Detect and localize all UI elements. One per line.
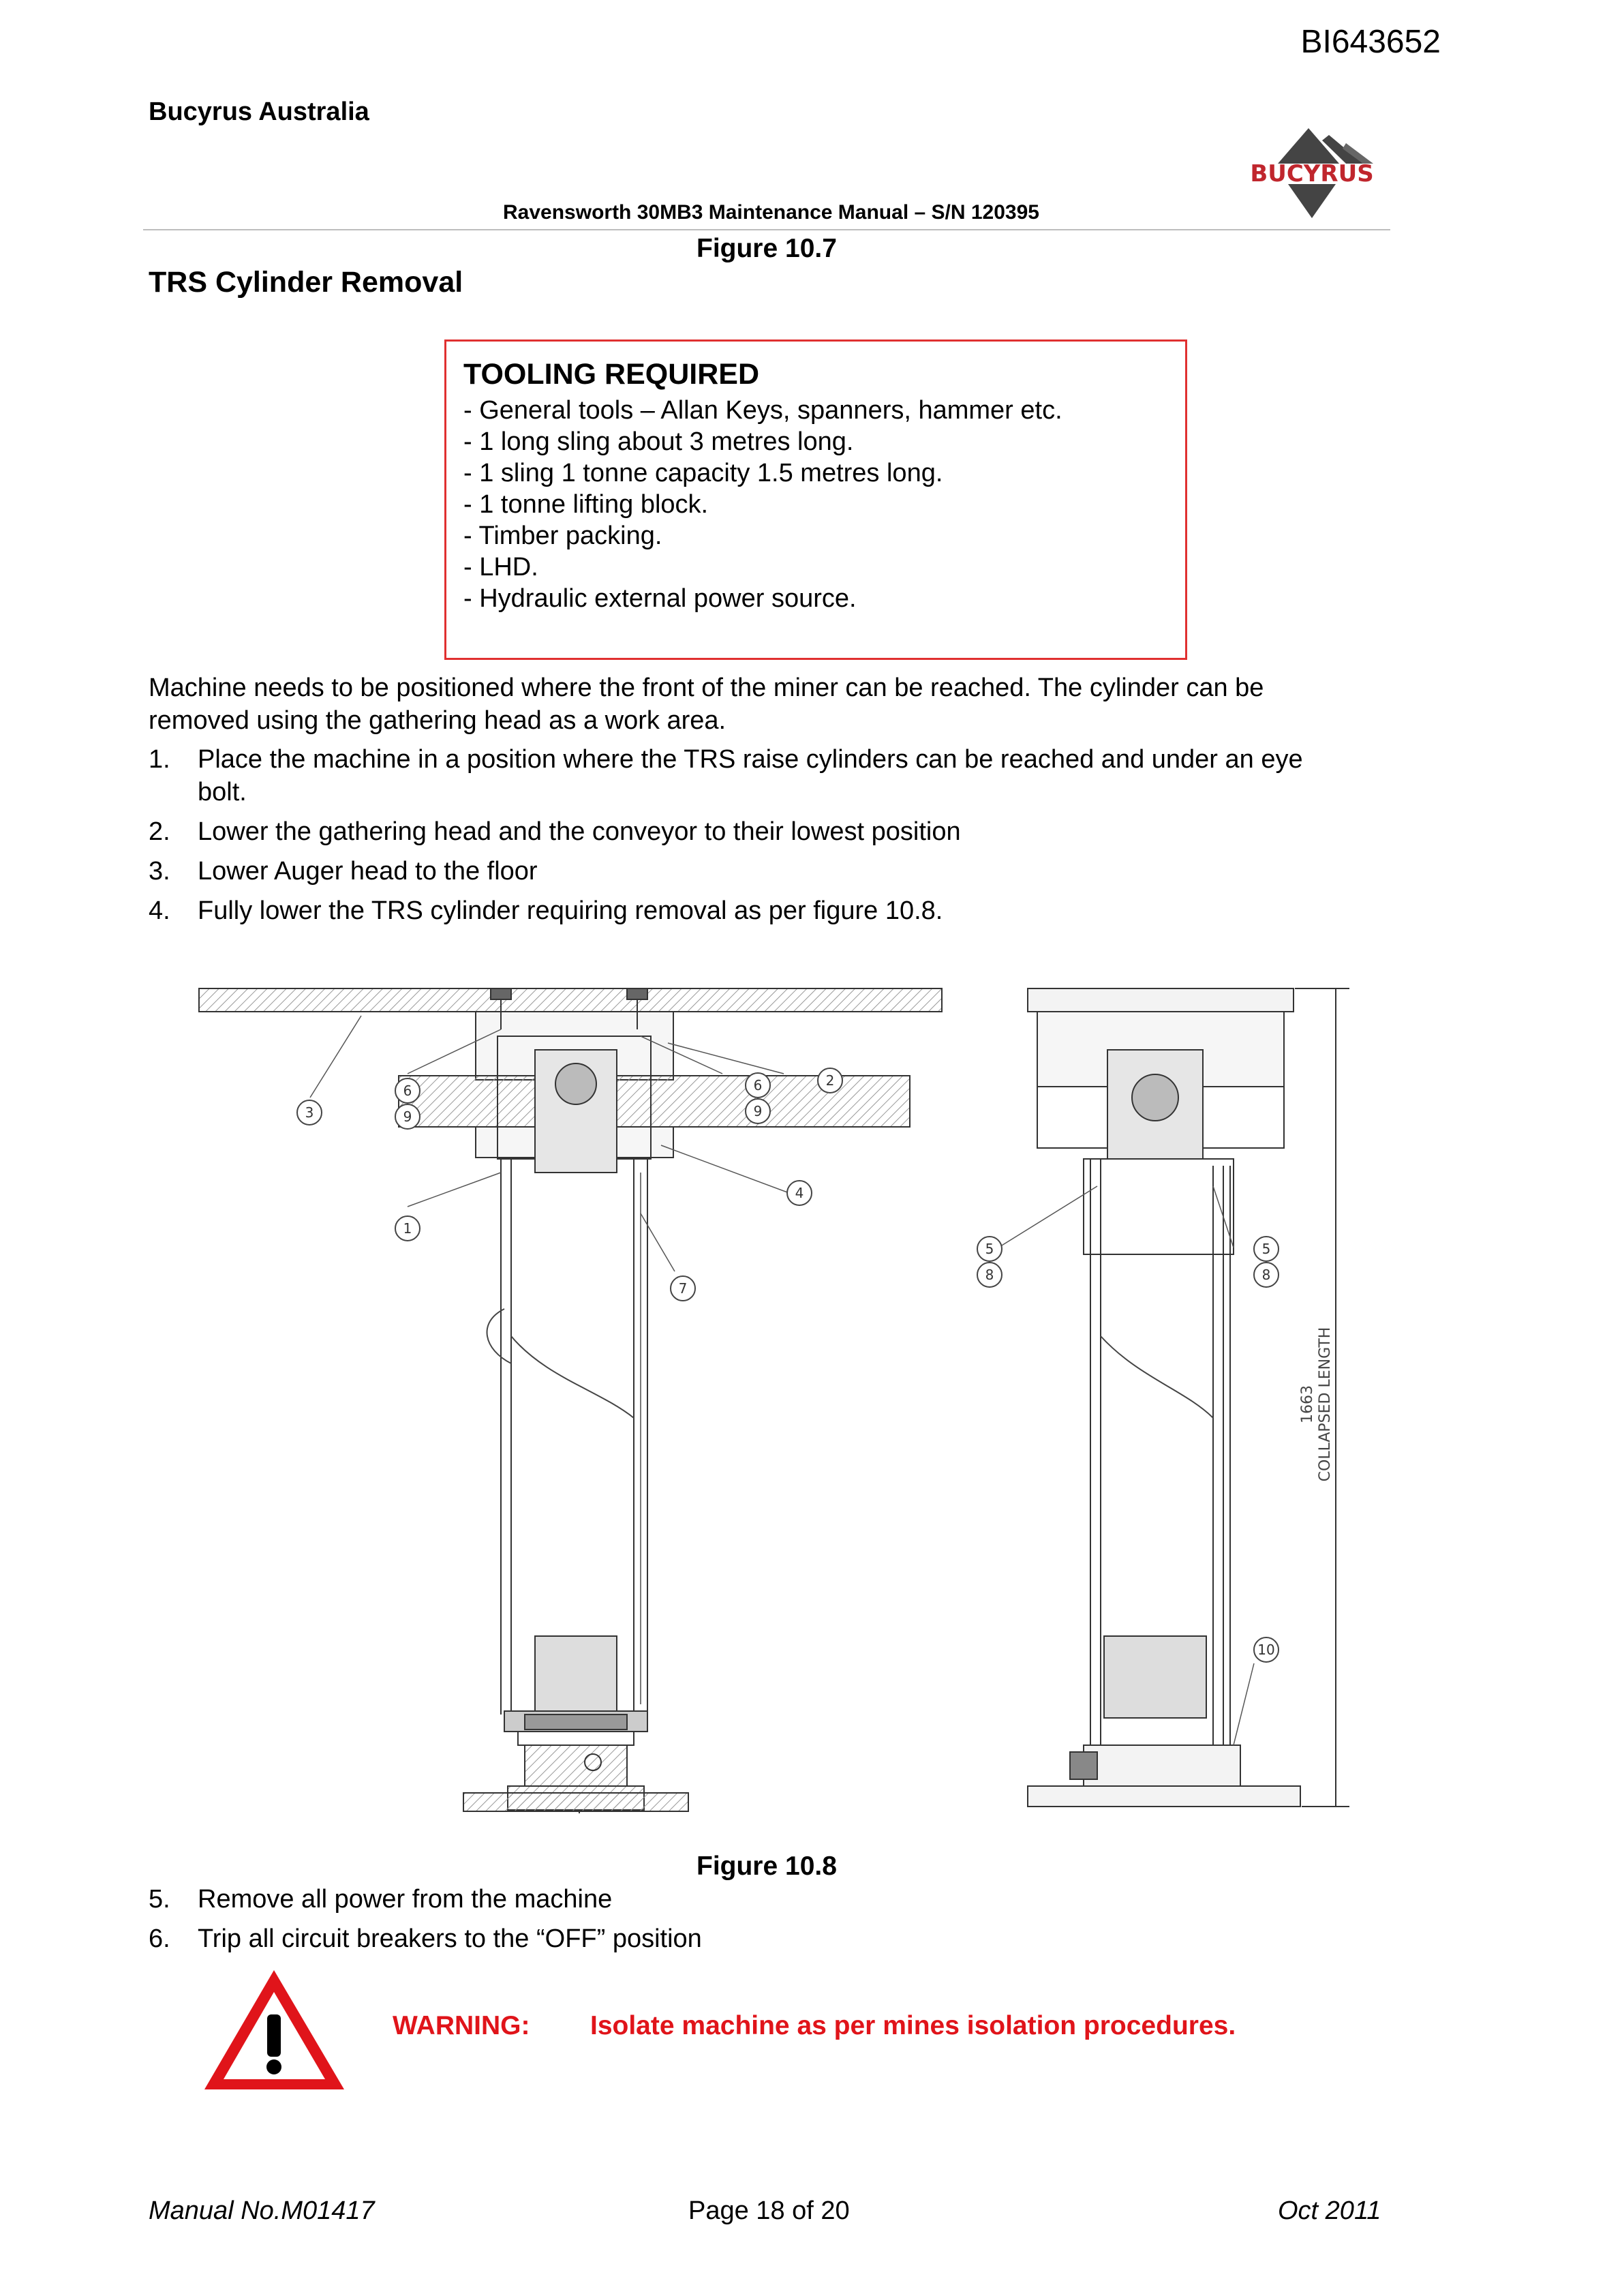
callout-label: 10	[1257, 1642, 1275, 1658]
warning-label: WARNING:	[393, 2011, 530, 2040]
footer-page-number: Page 18 of 20	[688, 2196, 850, 2225]
step-text: Trip all circuit breakers to the “OFF” position	[198, 1924, 702, 1953]
tooling-item: - Timber packing.	[463, 522, 662, 550]
tooling-item: - LHD.	[463, 553, 538, 581]
step-number: 1.	[149, 745, 170, 774]
intro-line: removed using the gathering head as a work area.	[149, 706, 726, 735]
footer-date: Oct 2011	[1278, 2196, 1381, 2225]
callout-label: 2	[825, 1072, 835, 1089]
callout-label: 8	[985, 1267, 994, 1283]
top-plate	[199, 988, 942, 1012]
step-text-continued: bolt.	[198, 778, 247, 806]
tooling-item: - General tools – Allan Keys, spanners, hammer etc.	[463, 396, 1062, 425]
manual-subtitle: Ravensworth 30MB3 Maintenance Manual – S/N 120395	[503, 201, 1039, 224]
intro-line: Machine needs to be positioned where the front of the miner can be reached. The cylinder can be	[149, 674, 1264, 702]
callout-label: 8	[1261, 1267, 1271, 1283]
document-id: BI643652	[1300, 24, 1441, 60]
step-number: 5.	[149, 1885, 170, 1914]
callout-label: 4	[795, 1185, 804, 1201]
step-text: Place the machine in a position where the TRS raise cylinders can be reached and under an eye	[198, 745, 1303, 774]
tooling-item: - 1 sling 1 tonne capacity 1.5 metres long.	[463, 459, 943, 487]
tooling-item: - 1 long sling about 3 metres long.	[463, 427, 854, 456]
step-number: 2.	[149, 817, 170, 846]
callout-label: 9	[753, 1103, 763, 1119]
tooling-required-box	[444, 339, 1187, 660]
trs-cylinder-drawing	[191, 968, 1390, 1813]
step-text: Fully lower the TRS cylinder requiring removal as per figure 10.8.	[198, 896, 943, 925]
tooling-title: TOOLING REQUIRED	[463, 358, 760, 391]
header-divider	[143, 229, 1390, 230]
step-text: Lower Auger head to the floor	[198, 857, 538, 886]
footer-manual-number: Manual No.M01417	[149, 2196, 375, 2225]
tooling-item: - Hydraulic external power source.	[463, 584, 857, 613]
step-number: 6.	[149, 1924, 170, 1953]
figure-caption: Figure 10.8	[697, 1852, 837, 1881]
callout-label: 6	[403, 1083, 412, 1099]
step-number: 3.	[149, 857, 170, 886]
step-text: Lower the gathering head and the conveyor to their lowest position	[198, 817, 961, 846]
callout-label: 7	[678, 1280, 688, 1297]
figure-caption-top: Figure 10.7	[697, 234, 837, 263]
warning-icon	[198, 1963, 351, 2096]
callout-label: 1	[403, 1220, 412, 1237]
callout-label: 3	[305, 1104, 314, 1121]
dimension-value: 1663	[1299, 1385, 1316, 1423]
step-text: Remove all power from the machine	[198, 1885, 613, 1914]
logo-text: BUCYRUS	[1250, 160, 1374, 187]
step-number: 4.	[149, 896, 170, 925]
callout-label: 5	[1261, 1241, 1271, 1257]
bucyrus-logo	[1227, 123, 1397, 225]
tooling-item: - 1 tonne lifting block.	[463, 490, 709, 519]
callout-label: 6	[753, 1077, 763, 1093]
warning-text: Isolate machine as per mines isolation procedures.	[590, 2011, 1236, 2040]
callout-label: 9	[403, 1108, 412, 1125]
company-name: Bucyrus Australia	[149, 97, 369, 126]
section-title: TRS Cylinder Removal	[149, 266, 463, 299]
callout-label: 5	[985, 1241, 994, 1257]
dimension-label: COLLAPSED LENGTH	[1317, 1327, 1334, 1482]
